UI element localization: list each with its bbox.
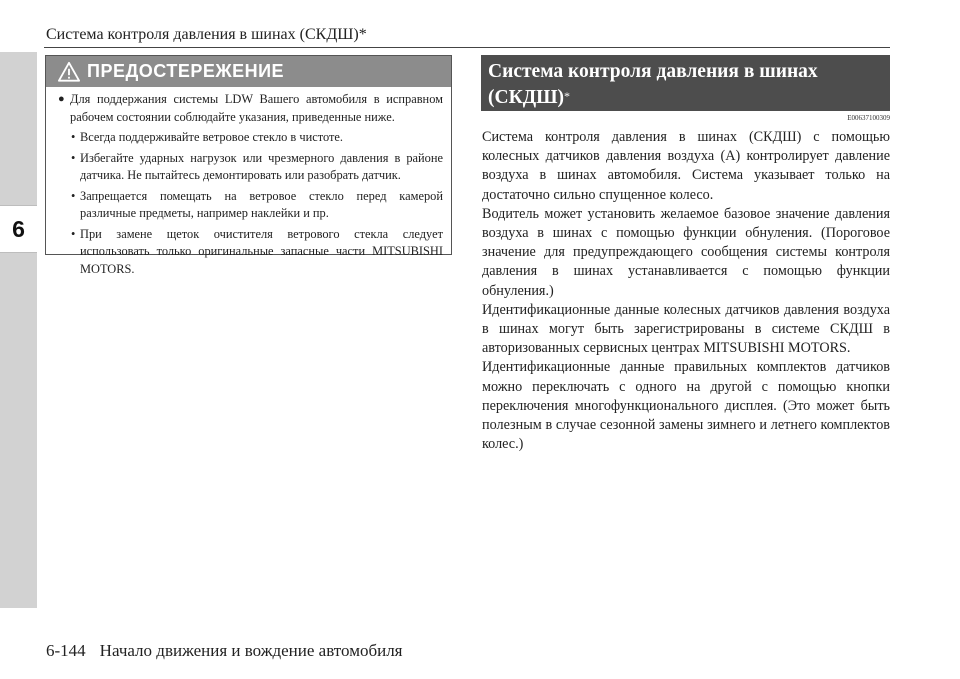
header-divider (44, 47, 890, 48)
warning-item-text: Избегайте ударных нагрузок или чрезмерного давления в районе датчика. Не пытайтесь демонтировать или разобрать датчик. (80, 150, 443, 182)
warning-box (45, 55, 452, 276)
body-paragraph: Водитель может установить желаемое базовое значение давления воздуха в шинах с помощью функции обнуления. (Пороговое значение для предупреждающего сообщения системы контроля давления в шинах устанавливается с помощью функции обнуления.) (482, 205, 890, 299)
bullet-dot-icon: • (71, 226, 76, 241)
chapter-title: Начало движения и вождение автомобиля (99, 641, 403, 660)
warning-item-text: При замене щеток очистителя ветрового стекла следует использовать только оригинальные запасные части MITSUBISHI MOTORS. (80, 226, 443, 276)
section-heading (481, 55, 890, 111)
side-strip (0, 52, 37, 608)
optional-equipment-mark: * (564, 89, 571, 103)
warning-header (46, 56, 451, 87)
warning-item-text: Для поддержания системы LDW Вашего автомобиля в исправном рабочем состоянии соблюдайте указания, приведенные ниже. (70, 92, 443, 124)
warning-item (58, 129, 443, 147)
warning-title: ПРЕДОСТЕРЕЖЕНИЕ (87, 61, 285, 81)
page-header-title: Система контроля давления в шинах (СКДШ)* (46, 26, 367, 43)
bullet-dot-icon: • (71, 130, 76, 144)
section-title: Система контроля давления в шинах (СКДШ) (488, 61, 818, 108)
warning-triangle-icon (58, 61, 80, 83)
section-body (482, 128, 890, 454)
body-paragraph: Идентификационные данные правильных комплектов датчиков можно переключать с одного на другой с помощью кнопки переключения многофункционального дисплея. (Это может быть полезным в случае сезонной замены зимнего и летнего комплектов колес.) (482, 359, 890, 453)
warning-item-text: Запрещается помещать на ветровое стекло перед камерой различные предметы, например наклейки и пр. (80, 188, 443, 220)
page-footer (46, 641, 403, 661)
warning-item-text: Всегда поддерживайте ветровое стекло в чистоте. (80, 130, 344, 144)
chapter-tab: 6 (0, 205, 37, 253)
warning-item (58, 226, 443, 279)
page-number: 6-144 (46, 641, 86, 660)
body-paragraph: Идентификационные данные колесных датчиков давления воздуха в шинах могут быть зарегистрированы в системе СКДШ в авторизованных сервисных центрах MITSUBISHI MOTORS. (482, 301, 890, 357)
section-code: E00637100309 (847, 114, 890, 122)
body-paragraph: Система контроля давления в шинах (СКДШ) с помощью колесных датчиков давления воздуха (A) контролирует давление воздуха в шинах автомобиля. Система указывает только на достаточно сильно спущенное колесо. (482, 129, 890, 203)
bullet-dot-icon: • (71, 188, 76, 203)
warning-body (46, 87, 451, 278)
bullet-dot-icon: • (71, 150, 76, 165)
warning-item (58, 91, 443, 126)
warning-item (58, 188, 443, 223)
bullet-circle-icon: ● (58, 93, 65, 105)
warning-item (58, 150, 443, 185)
